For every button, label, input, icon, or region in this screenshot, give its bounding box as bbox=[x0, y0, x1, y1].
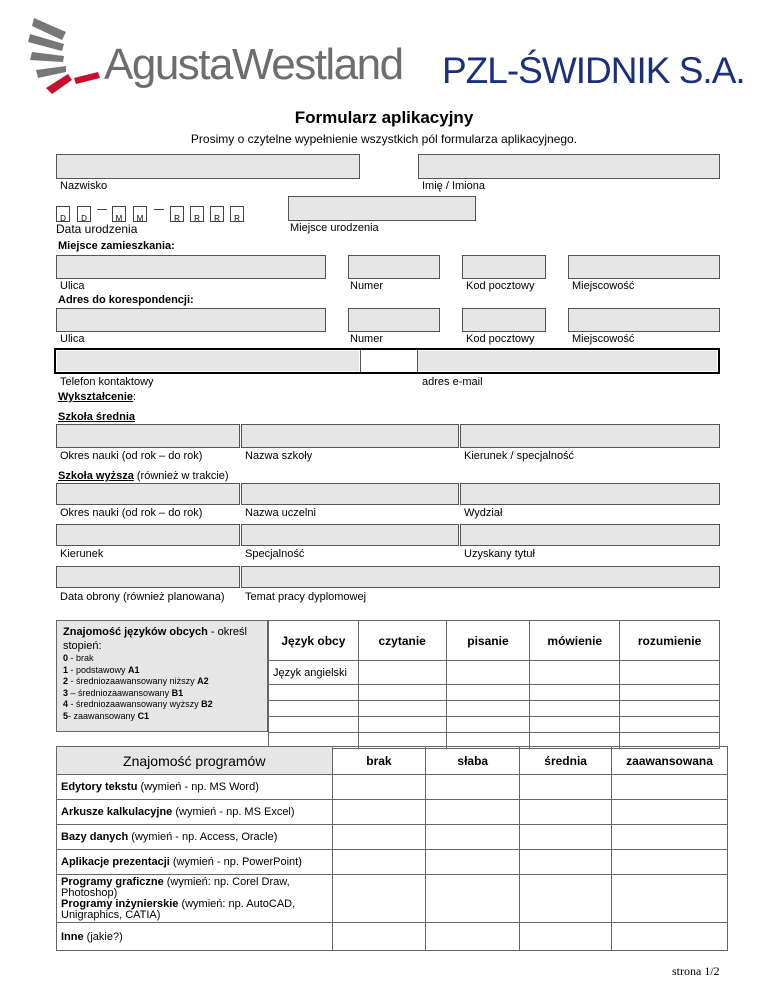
cell[interactable] bbox=[620, 661, 720, 685]
language-level: 5- zaawansowany C1 bbox=[63, 710, 150, 721]
higher-university-field[interactable] bbox=[241, 483, 459, 505]
form-title: Formularz aplikacyjny bbox=[294, 108, 474, 127]
languages-legend bbox=[56, 620, 268, 732]
residence-street-field[interactable] bbox=[56, 255, 326, 279]
software-row-label: Bazy danych (wymień - np. Access, Oracle) bbox=[57, 825, 333, 850]
cell[interactable] bbox=[426, 775, 520, 800]
col-medium: średnia bbox=[520, 747, 612, 775]
defense-date-field[interactable] bbox=[56, 566, 240, 588]
brand-right: PZL-ŚWIDNIK S.A. bbox=[442, 50, 745, 91]
cell[interactable] bbox=[358, 661, 446, 685]
cell[interactable] bbox=[332, 923, 426, 951]
email-label: adres e-mail bbox=[422, 376, 483, 388]
software-row-label: Inne (jakie?) bbox=[57, 923, 333, 951]
cell[interactable] bbox=[426, 825, 520, 850]
higher-major-label: Kierunek bbox=[60, 548, 104, 560]
cell[interactable] bbox=[446, 661, 530, 685]
higher-university-label: Nazwa uczelni bbox=[245, 507, 316, 519]
cell[interactable] bbox=[332, 800, 426, 825]
language-name-cell[interactable] bbox=[269, 701, 359, 717]
birth-date-year-4[interactable]: R bbox=[230, 206, 244, 222]
cell[interactable] bbox=[620, 685, 720, 701]
birth-date-year-2[interactable]: R bbox=[190, 206, 204, 222]
first-name-label: Imię / Imiona bbox=[422, 180, 485, 192]
higher-degree-label: Uzyskany tytuł bbox=[464, 548, 535, 560]
cell[interactable] bbox=[426, 800, 520, 825]
thesis-topic-label: Temat pracy dyplomowej bbox=[245, 591, 367, 603]
phone-field[interactable] bbox=[57, 351, 359, 371]
software-title: Znajomość programów bbox=[57, 747, 333, 775]
residence-city-label: Miejscowość bbox=[572, 280, 635, 292]
education-heading-rest: : bbox=[133, 391, 137, 403]
cell[interactable] bbox=[530, 717, 620, 733]
software-table bbox=[56, 746, 728, 951]
birth-place-field[interactable] bbox=[288, 196, 476, 221]
higher-education-heading bbox=[58, 470, 229, 482]
higher-heading-rest: (również w trakcie) bbox=[133, 470, 229, 482]
defense-date-label: Data obrony (również planowana) bbox=[60, 591, 225, 603]
languages-intro bbox=[63, 625, 261, 653]
birth-date-day-2[interactable]: D bbox=[77, 206, 91, 222]
col-none: brak bbox=[332, 747, 426, 775]
correspondence-street-field[interactable] bbox=[56, 308, 326, 332]
col-weak: słaba bbox=[426, 747, 520, 775]
form-subtitle: Prosimy o czytelne wypełnienie wszystkich pól formularza aplikacyjnego. bbox=[190, 132, 578, 146]
education-heading-bold: Wykształcenie bbox=[58, 391, 134, 403]
languages-intro-rest: - określ stopień: bbox=[63, 626, 247, 652]
cell[interactable] bbox=[446, 701, 530, 717]
brand-left: AgustaWestland bbox=[104, 40, 403, 89]
language-levels bbox=[63, 653, 261, 722]
correspondence-postal-field[interactable] bbox=[462, 308, 546, 332]
cell[interactable] bbox=[530, 701, 620, 717]
software-row-label: Aplikacje prezentacji (wymień - np. PowerPoint) bbox=[57, 850, 333, 875]
languages-intro-bold: Znajomość języków obcych bbox=[63, 626, 208, 638]
cell[interactable] bbox=[520, 800, 612, 825]
language-level: 1 - podstawowy A1 bbox=[63, 664, 140, 675]
language-level: 4 - średniozaawansowany wyższy B2 bbox=[63, 699, 213, 709]
secondary-period-label: Okres nauki (od rok – do rok) bbox=[60, 450, 203, 462]
residence-postal-label: Kod pocztowy bbox=[466, 280, 535, 292]
secondary-field-label: Kierunek / specjalność bbox=[464, 450, 575, 462]
col-understanding: rozumienie bbox=[620, 621, 720, 661]
cell[interactable] bbox=[520, 775, 612, 800]
cell[interactable] bbox=[358, 685, 446, 701]
residence-street-label: Ulica bbox=[60, 280, 85, 292]
cell[interactable] bbox=[446, 717, 530, 733]
thesis-topic-field[interactable] bbox=[241, 566, 720, 588]
secondary-school-heading: Szkoła średnia bbox=[58, 411, 136, 423]
col-language: Język obcy bbox=[269, 621, 359, 661]
cell[interactable] bbox=[620, 701, 720, 717]
birth-date-year-1[interactable]: R bbox=[170, 206, 184, 222]
correspondence-heading: Adres do korespondencji: bbox=[58, 294, 194, 306]
higher-degree-field[interactable] bbox=[460, 524, 720, 546]
higher-heading-bold: Szkoła wyższa bbox=[58, 470, 134, 482]
correspondence-city-field[interactable] bbox=[568, 308, 720, 332]
page-number: strona 1/2 bbox=[672, 964, 720, 978]
cell[interactable] bbox=[612, 850, 728, 875]
language-level: 0 - brak bbox=[63, 653, 94, 663]
cell[interactable] bbox=[358, 717, 446, 733]
correspondence-city-label: Miejscowość bbox=[572, 333, 635, 345]
higher-specialty-field[interactable] bbox=[241, 524, 459, 546]
birth-date-year-3[interactable]: R bbox=[210, 206, 224, 222]
correspondence-number-label: Numer bbox=[350, 333, 384, 345]
cell[interactable] bbox=[426, 875, 520, 923]
residence-heading: Miejsce zamieszkania: bbox=[58, 240, 175, 252]
cell[interactable] bbox=[520, 875, 612, 923]
col-advanced: zaawansowana bbox=[612, 747, 728, 775]
higher-specialty-label: Specjalność bbox=[245, 548, 305, 560]
birth-place-label: Miejsce urodzenia bbox=[290, 222, 379, 234]
cell[interactable] bbox=[332, 775, 426, 800]
correspondence-postal-label: Kod pocztowy bbox=[466, 333, 535, 345]
cell[interactable] bbox=[332, 825, 426, 850]
residence-postal-field[interactable] bbox=[462, 255, 546, 279]
cell[interactable] bbox=[446, 685, 530, 701]
email-field[interactable] bbox=[418, 351, 717, 371]
higher-period-label: Okres nauki (od rok – do rok) bbox=[60, 507, 203, 519]
surname-field[interactable] bbox=[56, 154, 360, 179]
secondary-period-field[interactable] bbox=[56, 424, 240, 448]
cell[interactable] bbox=[612, 923, 728, 951]
col-reading: czytanie bbox=[358, 621, 446, 661]
secondary-field-field[interactable] bbox=[460, 424, 720, 448]
phone-label: Telefon kontaktowy bbox=[60, 376, 154, 388]
birth-date-month-1[interactable]: M bbox=[112, 206, 126, 222]
cell[interactable] bbox=[530, 661, 620, 685]
cell[interactable] bbox=[530, 685, 620, 701]
language-level: 3 – średniozaawansowany B1 bbox=[63, 687, 184, 698]
education-heading bbox=[58, 391, 136, 403]
cell[interactable] bbox=[612, 875, 728, 923]
birth-date-day-1[interactable]: D bbox=[56, 206, 70, 222]
birth-date-label: Data urodzenia bbox=[56, 222, 138, 236]
correspondence-street-label: Ulica bbox=[60, 333, 85, 345]
secondary-school-field[interactable] bbox=[241, 424, 459, 448]
surname-label: Nazwisko bbox=[60, 180, 108, 192]
secondary-school-label: Nazwa szkoły bbox=[245, 450, 313, 462]
contact-divider bbox=[360, 350, 418, 372]
software-row-label: Programy graficzne (wymień: np. Corel Draw, Photoshop) Programy inżynierskie (wymień: np. AutoCAD, Unigraphics, CATIA) bbox=[57, 875, 333, 923]
cell[interactable] bbox=[426, 850, 520, 875]
cell[interactable] bbox=[612, 800, 728, 825]
language-name-cell[interactable]: Język angielski bbox=[269, 661, 359, 685]
correspondence-number-field[interactable] bbox=[348, 308, 440, 332]
cell[interactable] bbox=[426, 923, 520, 951]
residence-city-field[interactable] bbox=[568, 255, 720, 279]
cell[interactable] bbox=[332, 875, 426, 923]
col-writing: pisanie bbox=[446, 621, 530, 661]
software-row-label: Arkusze kalkulacyjne (wymień - np. MS Excel) bbox=[57, 800, 333, 825]
cell[interactable] bbox=[520, 825, 612, 850]
date-separator bbox=[154, 209, 164, 210]
first-name-field[interactable] bbox=[418, 154, 720, 179]
cell[interactable] bbox=[332, 850, 426, 875]
higher-period-field[interactable] bbox=[56, 483, 240, 505]
language-name-cell[interactable] bbox=[269, 685, 359, 701]
residence-number-label: Numer bbox=[350, 280, 384, 292]
cell[interactable] bbox=[612, 775, 728, 800]
residence-number-field[interactable] bbox=[348, 255, 440, 279]
cell[interactable] bbox=[520, 850, 612, 875]
date-separator bbox=[97, 209, 107, 210]
cell[interactable] bbox=[612, 825, 728, 850]
higher-faculty-label: Wydział bbox=[464, 507, 503, 519]
col-speaking: mówienie bbox=[530, 621, 620, 661]
higher-major-field[interactable] bbox=[56, 524, 240, 546]
software-row-label: Edytory tekstu (wymień - np. MS Word) bbox=[57, 775, 333, 800]
language-level: 2 - średniozaawansowany niższy A2 bbox=[63, 676, 209, 686]
languages-table bbox=[268, 620, 720, 749]
birth-date-month-2[interactable]: M bbox=[133, 206, 147, 222]
higher-faculty-field[interactable] bbox=[460, 483, 720, 505]
cell[interactable] bbox=[620, 717, 720, 733]
agustawestland-logo-mark bbox=[28, 14, 104, 96]
cell[interactable] bbox=[520, 923, 612, 951]
language-name-cell[interactable] bbox=[269, 717, 359, 733]
cell[interactable] bbox=[358, 701, 446, 717]
